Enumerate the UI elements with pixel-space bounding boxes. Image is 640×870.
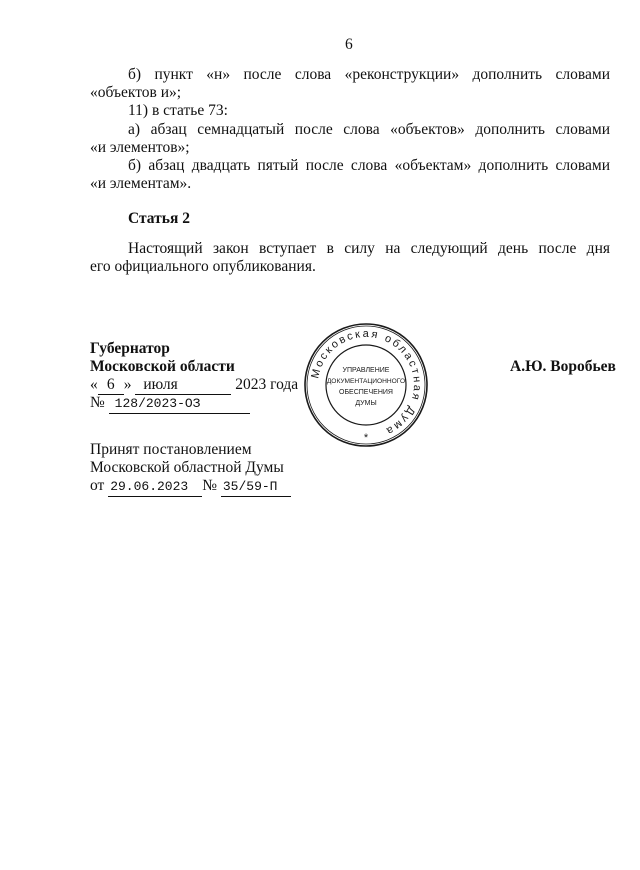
adoption-number-label: № [202,477,217,494]
law-number: 128/2023-ОЗ [109,395,250,414]
adoption-line-1: Принят постановлением [90,441,252,458]
body-line-3: 11) в статье 73: [128,102,228,119]
official-stamp [301,320,431,450]
stamp-center-line-2: ДОКУМЕНТАЦИОННОГО [326,378,406,385]
stamp-outer-ring-inner [307,326,425,444]
article-2-line-1: Настоящий закон вступает в силу на следующий день после дня [128,240,610,257]
governor-title-line-1: Губернатор [90,340,170,357]
signing-year: 2023 года [235,376,299,393]
law-number-line [90,394,250,414]
body-line-4: а) абзац семнадцатый после слова «объектов» дополнить словами [128,121,610,138]
adoption-number: 35/59-П [221,478,291,497]
stamp-center-line-3: ОБЕСПЕЧЕНИЯ [339,389,393,396]
article-2-line-2: его официального опубликования. [90,258,316,275]
signing-day: 6 [98,376,124,395]
date-open-quote: « [90,376,98,393]
adoption-line-2: Московской областной Думы [90,459,284,476]
adoption-ref-line [90,477,291,497]
body-line-7: «и элементам». [90,175,192,192]
law-number-label: № [90,394,105,411]
governor-title-line-2: Московской области [90,358,235,375]
adoption-from-label: от [90,477,105,494]
body-line-1: б) пункт «н» после слова «реконструкции» дополнить словами [128,66,610,83]
governor-name: А.Ю. Воробьев [510,358,616,375]
date-close-quote: » [123,376,132,393]
body-line-2: «объектов и»; [90,84,182,101]
stamp-center-line-1: УПРАВЛЕНИЕ [342,367,390,374]
article-2-heading: Статья 2 [128,210,190,227]
stamp-outer-ring [305,324,427,446]
adoption-date: 29.06.2023 [108,478,202,497]
stamp-star-icon: * [363,432,369,444]
signing-date-line [90,376,298,395]
stamp-center-line-4: ДУМЫ [355,400,377,407]
body-line-6: б) абзац двадцать пятый после слова «объектам» дополнить словами [128,157,610,174]
body-line-5: «и элементов»; [90,139,190,156]
signing-month: июля [135,376,231,395]
stamp-ring-text: Московская областная Дума [309,327,424,438]
page-number: 6 [345,36,353,53]
stamp-inner-ring [326,345,406,425]
